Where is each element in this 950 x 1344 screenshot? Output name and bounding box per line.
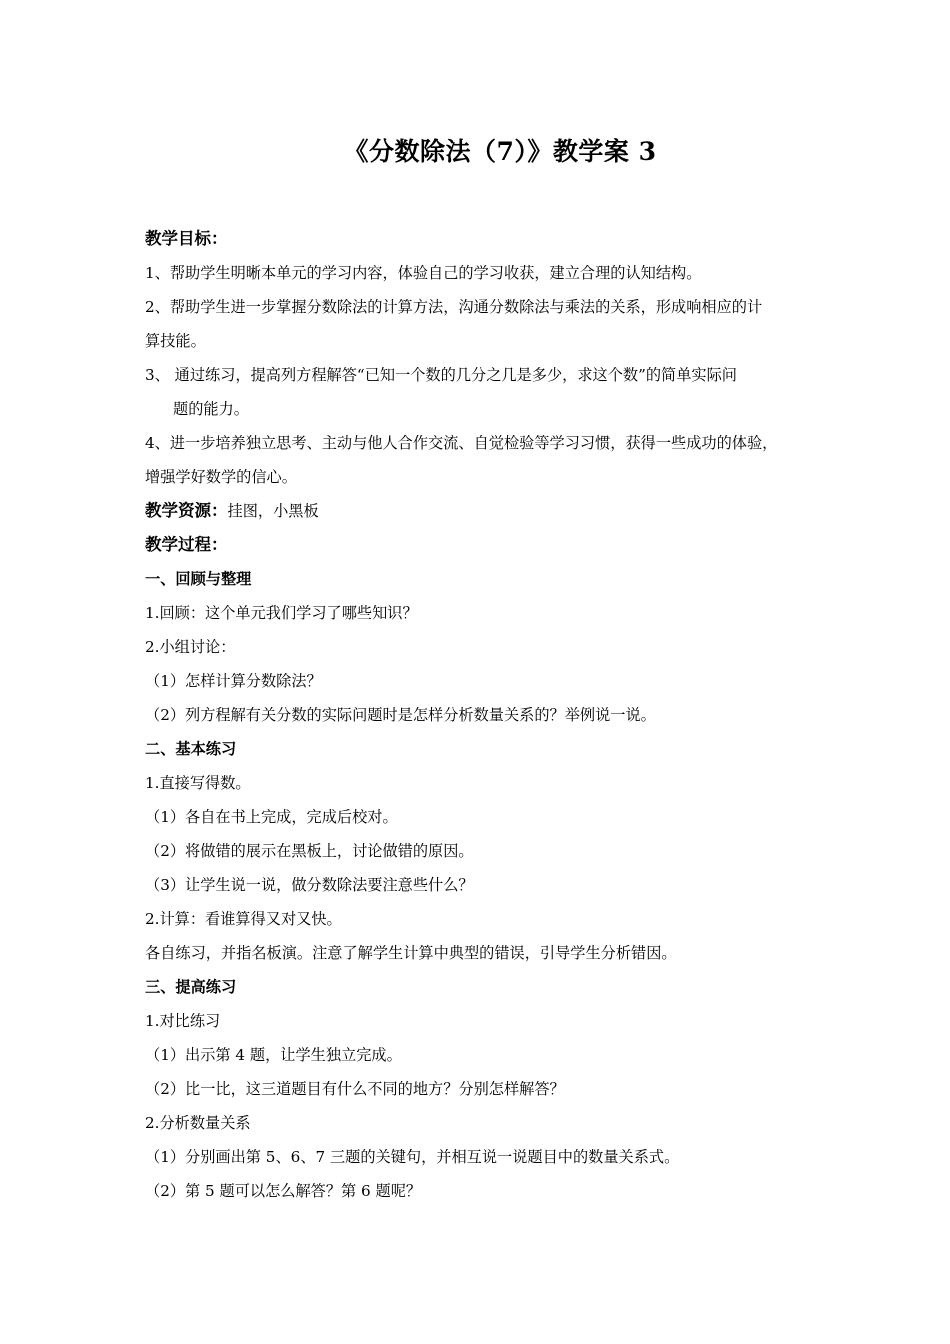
process-heading: 教学过程： (145, 535, 228, 554)
goals-heading: 教学目标： (145, 229, 228, 248)
list-item: （1）出示第 4 题，让学生独立完成。 (145, 1046, 402, 1064)
resources-heading: 教学资源： (145, 501, 228, 520)
list-item: （1）怎样计算分数除法？ (145, 672, 322, 690)
resources-value: 挂图，小黑板 (227, 502, 319, 520)
section-title-1: 一、回顾与整理 (145, 570, 252, 588)
list-item: 各自练习，并指名板演。注意了解学生计算中典型的错误，引导学生分析错因。 (145, 944, 677, 962)
resources-row (145, 494, 810, 528)
list-item: （2）比一比，这三道题目有什么不同的地方？分别怎样解答？ (145, 1080, 565, 1098)
goal-item-2-cont: 算技能。 (145, 332, 206, 350)
list-item: （2）列方程解有关分数的实际问题时是怎样分析数量关系的？举例说一说。 (145, 706, 656, 724)
list-item: 2.小组讨论： (145, 638, 236, 656)
goal-item-4: 4、进一步培养独立思考、主动与他人合作交流、自觉检验等学习习惯，获得一些成功的体验， (145, 434, 778, 452)
list-item: 1.直接写得数。 (145, 774, 251, 792)
goal-item-1: 1、帮助学生明晰本单元的学习内容，体验自己的学习收获，建立合理的认知结构。 (145, 264, 702, 282)
goal-item-3: 3、 通过练习，提高列方程解答“已知一个数的几分之几是多少，求这个数”的简单实际问 (145, 366, 737, 384)
document-body (145, 222, 810, 1208)
list-item: （3）让学生说一说，做分数除法要注意些什么？ (145, 876, 474, 894)
list-item: （1）各自在书上完成，完成后校对。 (145, 808, 398, 826)
page-title: 《分数除法（7）》教学案 3 (343, 137, 657, 166)
list-item: 1.对比练习 (145, 1012, 221, 1030)
section-title-2: 二、基本练习 (145, 740, 237, 758)
list-item: （1）分别画出第 5、6、7 三题的关键句，并相互说一说题目中的数量关系式。 (145, 1148, 680, 1166)
goal-item-4-cont: 增强学好数学的信心。 (145, 468, 297, 486)
goal-item-2: 2、帮助学生进一步掌握分数除法的计算方法，沟通分数除法与乘法的关系，形成响相应的计 (145, 298, 763, 316)
list-item: 2.分析数量关系 (145, 1114, 251, 1132)
list-item: （2）将做错的展示在黑板上，讨论做错的原因。 (145, 842, 474, 860)
section-title-3: 三、提高练习 (145, 978, 237, 996)
list-item: （2）第 5 题可以怎么解答？第 6 题呢？ (145, 1182, 422, 1200)
goal-item-3-cont: 题的能力。 (173, 400, 249, 418)
list-item: 2.计算：看谁算得又对又快。 (145, 910, 342, 928)
list-item: 1.回顾：这个单元我们学习了哪些知识？ (145, 604, 418, 622)
